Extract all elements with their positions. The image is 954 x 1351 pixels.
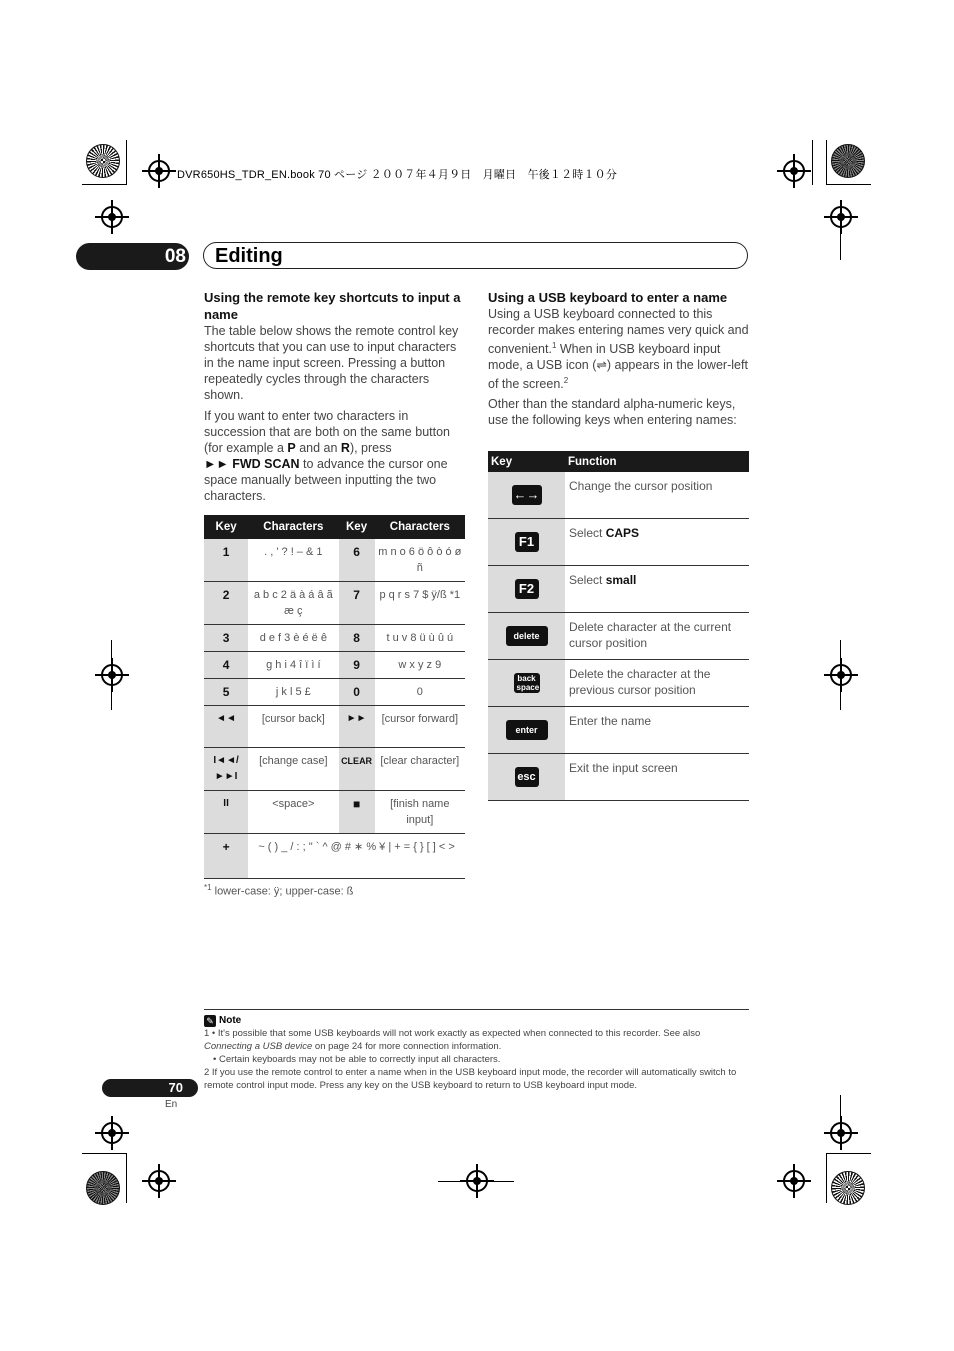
section-heading: Using a USB keyboard to enter a name: [488, 290, 728, 305]
registration-mark-icon: [148, 160, 170, 182]
f1-key-icon: F1: [488, 519, 565, 566]
crop-mark: [826, 184, 871, 185]
registration-mark-icon: [101, 1122, 123, 1144]
crop-mark: [840, 215, 841, 260]
registration-mark-icon: [830, 664, 852, 686]
table-row: I◄◄/ ►►I [change case] CLEAR [clear character]: [204, 748, 465, 791]
note-block: [204, 1014, 749, 1092]
intro-paragraph: The table below shows the remote control key shortcuts that you can use to input characters in the name input screen. Pressing a button repeatedly cycles through the characters shown.: [204, 324, 459, 402]
color-wheel-icon: [86, 144, 120, 178]
crop-mark: [126, 1153, 127, 1203]
left-column: [204, 289, 466, 504]
f2-key-icon: F2: [488, 566, 565, 613]
chapter-title-frame: [203, 242, 748, 269]
backspace-key-icon: back space: [488, 660, 565, 707]
table-row: ◄◄ [cursor back] ►► [cursor forward]: [204, 706, 465, 748]
table-row: ←→ Change the cursor position: [488, 472, 749, 519]
crop-mark: [812, 140, 813, 185]
table-row: esc Exit the input screen: [488, 754, 749, 801]
registration-mark-icon: [783, 160, 805, 182]
crop-mark: [126, 140, 127, 185]
table-row: II <space> ■ [finish name input]: [204, 791, 465, 834]
registration-mark-icon: [101, 206, 123, 228]
table-row: + ~ ( ) _ / : ; " ` ^ @ # ∗ % ¥ | + = { } [ ] < >: [204, 834, 465, 879]
delete-key-icon: delete: [488, 613, 565, 660]
two-characters-paragraph: If you want to enter two characters in succession that are both on the same button (for example a P and an R), press ►► FWD SCAN to advance the cursor one space manually between inputting the two characters.: [204, 409, 450, 503]
crop-mark: [840, 1095, 841, 1145]
esc-key-icon: esc: [488, 754, 565, 801]
arrow-keys-icon: ←→: [488, 472, 565, 519]
note-item: 2 If you use the remote control to enter a name when in the USB keyboard input mode, the recorder will automatically switch to remote control input mode. Press any key on the USB keyboard to return to USB keyboard input mode.: [204, 1067, 737, 1091]
table-row: enter Enter the name: [488, 707, 749, 754]
registration-mark-icon: [101, 664, 123, 686]
color-wheel-icon: [831, 144, 865, 178]
section-heading: Using the remote key shortcuts to input a name: [204, 290, 461, 322]
note-divider: [204, 1009, 749, 1010]
note-icon: ✎: [204, 1015, 216, 1027]
remote-key-table: [204, 515, 465, 879]
crop-mark: [111, 640, 112, 710]
page-number: 70: [168, 1080, 183, 1095]
chapter-title: Editing: [215, 245, 283, 267]
table-row: 1 . , ' ? ! – & 1 6 m n o 6 ö ô ò ó ø ñ: [204, 539, 465, 582]
crop-mark: [82, 184, 127, 185]
enter-key-icon: enter: [488, 707, 565, 754]
crop-mark: [840, 640, 841, 710]
table-row: 4 g h i 4 î ï ì í 9 w x y z 9: [204, 652, 465, 679]
color-wheel-icon: [831, 1171, 865, 1205]
crop-mark: [82, 1153, 127, 1154]
book-info-line: DVR650HS_TDR_EN.book 70 ページ ２００７年４月９日 月曜日 午後１２時１０分: [177, 169, 618, 181]
crop-mark: [438, 1181, 514, 1182]
table-row: F2 Select small: [488, 566, 749, 613]
registration-mark-icon: [830, 1122, 852, 1144]
table-footnote: $^{*1}$ lower-case: ÿ; upper-case: ß: [204, 883, 354, 898]
table-row: 3 d e f 3 è é ë ê 8 t u v 8 ü ù û ú: [204, 625, 465, 652]
color-wheel-icon: [86, 1171, 120, 1205]
table-row: delete Delete character at the current cursor position: [488, 613, 749, 660]
crop-mark: [826, 140, 827, 185]
page-language: En: [165, 1099, 178, 1110]
registration-mark-icon: [783, 1170, 805, 1192]
special-keys-paragraph: Other than the standard alpha-numeric keys, use the following keys when entering names:: [488, 397, 737, 428]
table-header-row: Key Characters Key Characters: [204, 515, 465, 539]
crop-mark: [826, 1153, 871, 1154]
usb-icon: ⇌: [596, 358, 607, 373]
registration-mark-icon: [148, 1170, 170, 1192]
table-row: 5 j k l 5 £ 0 0: [204, 679, 465, 706]
table-header-row: Key Function: [488, 451, 749, 472]
table-row: back space Delete the character at the previous cursor position: [488, 660, 749, 707]
fwd-scan-key: ►► FWD SCAN: [204, 457, 300, 471]
usb-key-table: [488, 451, 749, 801]
note-item: • Certain keyboards may not be able to correctly input all characters.: [213, 1054, 501, 1065]
table-row: 2 a b c 2 ä à á â ã æ ç 7 p q r s 7 $ ÿ/ß *1: [204, 582, 465, 625]
chapter-number: 08: [164, 246, 186, 267]
usb-intro-paragraph: Using a USB keyboard connected to this recorder makes entering names very quick and convenient.$^1$ When in USB keyboard input mode, a USB icon (⇌) appears in the lower-left of the screen.$^2$: [488, 307, 749, 392]
note-title: Note: [219, 1015, 242, 1026]
right-column: [488, 289, 750, 428]
registration-mark-icon: [830, 206, 852, 228]
crop-mark: [826, 1153, 827, 1203]
note-item: 1 • It's possible that some USB keyboards will not work exactly as expected when connected to this recorder. See also Connecting a USB device on page 24 for more connection information.: [204, 1028, 701, 1052]
table-row: F1 Select CAPS: [488, 519, 749, 566]
